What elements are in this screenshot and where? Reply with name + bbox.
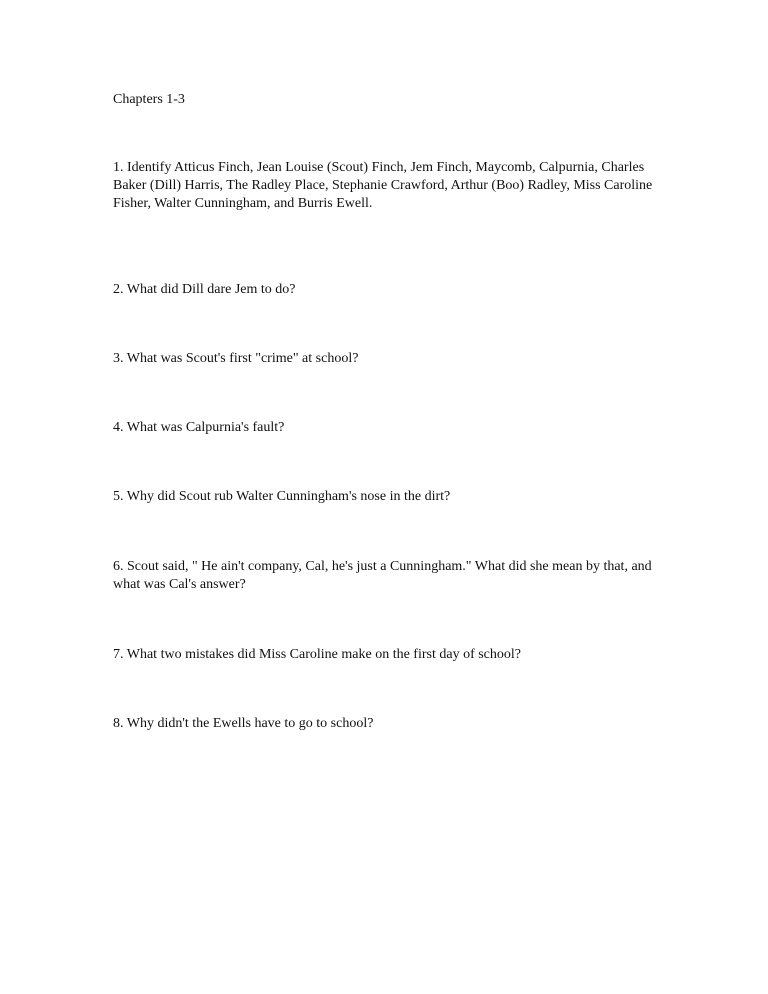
page-heading: Chapters 1-3 [113, 92, 185, 107]
question-7: 7. What two mistakes did Miss Caroline make on the first day of school? [113, 647, 522, 662]
question-1: 1. Identify Atticus Finch, Jean Louise (Scout) Finch, Jem Finch, Maycomb, Calpurnia, Charles Baker (Dill) Harris, The Radley Place, Stephanie Crawford, Arthur (Boo) Radley, Miss Caroline Fisher, Walter Cunningham, and Burris Ewell. [113, 160, 653, 211]
question-5: 5. Why did Scout rub Walter Cunningham's nose in the dirt? [113, 489, 451, 504]
question-8: 8. Why didn't the Ewells have to go to school? [113, 716, 374, 731]
question-3: 3. What was Scout's first "crime" at school? [113, 351, 359, 366]
question-6: 6. Scout said, " He ain't company, Cal, he's just a Cunningham." What did she mean by that, and what was Cal's answer? [113, 559, 652, 592]
question-2: 2. What did Dill dare Jem to do? [113, 282, 296, 297]
question-4: 4. What was Calpurnia's fault? [113, 420, 285, 435]
